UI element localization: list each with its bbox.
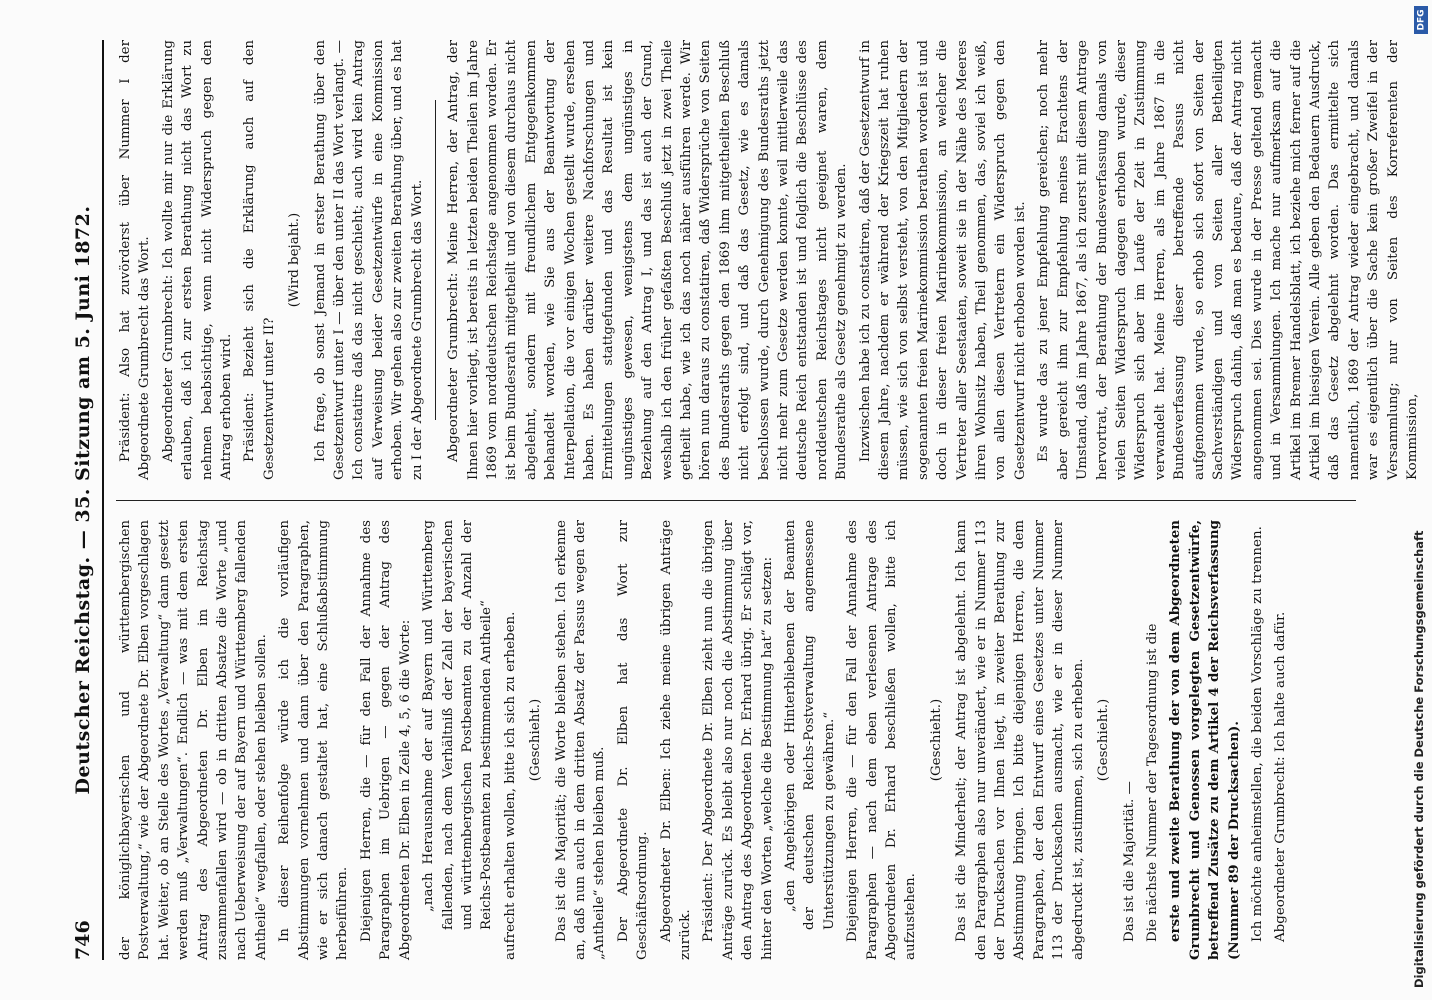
paragraph: Der Abgeordnete Dr. Elben hat das Wort zur Geschäftsordnung. bbox=[615, 520, 651, 960]
paragraph: Das ist die Minderheit; der Antrag ist abgelehnt. Ich kann den Paragraphen also nur unverändert, wie er in Nummer 113 der Drucksachen vor Ihnen liegt, in zweiter Berathung zur Abstimmung bringen. Ich bitte diejenigen Herren, die dem Paragraphen, der den Entwurf eines Gesetzes unter Nummer 113 der Drucksachen ausmacht, wie er in dieser Nummer abgedruckt ist, zustimmen, sich zu erheben. bbox=[954, 520, 1086, 960]
paragraph: der königlichbayerischen und württembergischen Postverwaltung,“ wie der Abgeordnete Dr. Elben vorgeschlagen hat. Weiter, ob an Stelle des Wortes „Verwaltung“ dann gesetzt werden muß „Verwaltungen“. Endlich — was mit dem ersten Antrag des Abgeordneten Dr. Elben im Reichstag zusammenfallen wird — ob in dritten Absatze die Worte „und nach Ueberweisung der auf Bayern und Württemberg fallenden Antheile“ wegfallen, oder stehen bleiben sollen. bbox=[118, 520, 269, 960]
speaker-paragraph: Abgeordneter Grumbrecht: Ich wollte mir nur die Erklärung erlauben, daß ich zur ersten Berathung nicht das Wort zu nehmen beabsichtige, wenn nicht Widerspruch gegen den Antrag erhoben wird. bbox=[160, 40, 235, 480]
paragraph: Ich frage, ob sonst Jemand in erster Berathung über den Gesetzentwurf unter I — über den unter II das Wort verlangt. — Ich constatire daß das nicht geschieht; auch wird kein Antrag auf Verweisung beider Gesetzentwürfe in eine Kommission erhoben. Wir gehen also zur zweiten Berathung über, und es hat zu I der Abgeordnete Grumbrecht das Wort. bbox=[312, 40, 425, 480]
right-column bbox=[116, 40, 1420, 480]
running-header bbox=[66, 40, 102, 960]
stage-direction: (Geschieht.) bbox=[928, 698, 944, 782]
page-number: 746 bbox=[72, 920, 94, 960]
quoted-amendment: „den Angehörigen oder Hinterbliebenen der Beamten der deutschen Reichs-Postverwaltung angemessene Unterstützungen zu gewähren.“ bbox=[783, 520, 837, 930]
speaker-paragraph: Abgeordneter Grumbrecht: Ich halte auch dafür. bbox=[1273, 611, 1289, 942]
header-rule bbox=[102, 40, 104, 960]
dfg-logo-text: DFG bbox=[1416, 9, 1427, 31]
stage-direction: (Geschieht.) bbox=[528, 698, 544, 782]
paragraph: Das ist die Majorität; die Worte bleiben stehen. Ich erkenne an, daß nun auch in dem dritten Absatz der Passus wegen der „Antheile“ stehen bleiben muß. bbox=[553, 520, 608, 960]
speaker-paragraph: Abgeordneter Grumbrecht: Meine Herren, der Antrag, der Ihnen hier vorliegt, ist bereits in letzten beiden Theilen im Jahre 1869 vom norddeutschen Reichstage angenommen worden. Er ist beim Bundesrath mitgetheilt und von diesem durchaus nicht abgelehnt, sondern mit freundlichem Entgegenkommen behandelt worden, wie Sie aus der Beantwortung der Interpellation, die vor einigen Wochen gestellt wurde, ersehen haben. Es haben darüber weitere Nachforschungen und Ermittelungen stattgefunden und das Resultat ist kein ungünstiges gewesen, wenigstens dem ungünstiges in Beziehung auf den Antrag I, und das ist auch der Grund, weshalb ich den früher gefaßten Beschluß jetzt in zwei Theile getheilt habe, wie ich das noch näher ausführen werde. Wir hören nun daraus zu constatiren, daß Widersprüche von Seiten des Bundesraths gegen den 1869 ihm mitgetheilten Beschluß nicht erfolgt sind, und daß das Gesetz, wie es damals beschlossen wurde, durch Genehmigung des Bundesraths jetzt nicht mehr zum Gesetze werden konnte, weil mittlerweile das deutsche Reich entstanden ist und folglich die Beschlüsse des norddeutschen Reichstages nicht geeignet waren, dem Bundesrathe als Gesetz genehmigt zu werden. bbox=[446, 40, 850, 480]
dfg-logo-icon bbox=[1414, 6, 1428, 34]
paragraph: Das ist die Majorität. — bbox=[1121, 781, 1137, 942]
paragraph: Inzwischen habe ich zu constatiren, daß der Gesetzentwurf in diesem Jahre, nachdem er während der Kriegszeit hat ruhen müssen, wie sich von selbst versteht, von den Mitgliedern der sogenannten freien Marinekommission berathen worden ist und doch in dieser freien Marinekommission, an welcher die Vertreter aller Seestaaten, soweit sie in der Nähe des Meeres ihren Wohnsitz haben, Theil genommen, das, soviel ich weiß, von allen diesen Vertretern ein Widerspruch gegen den Gesetzentwurf nicht erhoben worden ist. bbox=[857, 40, 1028, 480]
speaker-paragraph: Präsident: Bezieht sich die Erklärung auch auf den Gesetzentwurf unter II? bbox=[242, 40, 277, 480]
quoted-amendment: „nach Herausnahme der auf Bayern und Württemberg fallenden, nach dem Verhältniß der Zahl der bayerischen und württembergischen Postbeamten zu der Anzahl der Reichs-Postbeamten zu bestimmenden Antheile“ bbox=[421, 520, 495, 930]
speaker-paragraph: Präsident: Also hat zuvörderst über Nummer I der Abgeordnete Grumbrecht das Wort. bbox=[118, 40, 153, 480]
paragraph: Diejenigen Herren, die — für den Fall der Annahme des Paragraphen im Uebrigen — gegen der Antrag des Abgeordneten Dr. Elben in Zeile 4, 5, 6 die Worte: bbox=[358, 520, 413, 960]
section-rule bbox=[435, 100, 436, 420]
column-divider bbox=[116, 500, 1356, 501]
speaker-paragraph: Präsident: Der Abgeordnete Dr. Elben zieht nun die übrigen Anträge zurück. Es bleibt also nur noch die Abstimmung über den Antrag des Abgeordneten Dr. Erhard übrig. Er schlägt vor, hinter den Worten „welche die Bestimmung hat“ zu setzen: bbox=[701, 520, 775, 960]
paragraph: Die nächste Nummer der Tagesordnung ist die bbox=[1144, 623, 1160, 942]
agenda-item: erste und zweite Berathung der von dem Abgeordneten Grumbrecht und Genossen vorgelegten Gesetzentwürfe, betreffend Zusätze zu dem Artikel 4 der Reichsverfassung (Nummer 89 der Drucksachen). bbox=[1167, 520, 1242, 960]
stage-direction: (Wird bejaht.) bbox=[287, 212, 303, 308]
paragraph: Es wurde das zu jener Empfehlung gereichen; noch mehr aber gereicht ihm zur Empfehlung meines Erachtens der Umstand, daß im Jahre 1867, als ich zuerst mit diesem Antrage hervortrat, der Berathung der Bundesverfassung damals von vielen Seiten Widerspruch dagegen erhoben wurde, dieser Widerspruch sich aber im Laufe der Zeit in Zustimmung verwandelt hat. Meine Herren, als im Jahre 1867 in die Bundesverfassung dieser betreffende Passus nicht aufgenommen wurde, so erhob sich sofort von Seiten der Sachverständigen und von Seiten aller Betheiligten Widerspruch dahin, daß man es bedaure, daß der Antrag nicht angenommen sei. Dies wurde in der Presse geltend gemacht und in Versammlungen. Ich mache nur aufmerksam auf die Artikel im Bremer Handelsblatt, ich beziehe mich ferner auf die Artikel im hiesigen Verein. Alle geben den Bedauern Ausdruck, daß das Gesetz abgelehnt worden. Das ermittelte sich namentlich, 1869 der Antrag wieder eingebracht, und damals war es eigentlich über die Sache kein großer Zweifel in der Versammlung; nur von Seiten des Korreferenten der Kommission, bbox=[1036, 40, 1420, 480]
paragraph: aufrecht erhalten wollen, bitte ich sich zu erheben. bbox=[502, 611, 518, 960]
paragraph: Diejenigen Herren, die — für den Fall der Annahme des Paragraphen — nach dem eben verlesenen Antrage des Abgeordneten Dr. Erhard beschließen wollen, bitte ich aufzustehen. bbox=[845, 520, 919, 960]
paragraph: In dieser Reihenfolge würde ich die vorläufigen Abstimmungen vornehmen und dann über den Paragraphen, wie er sich danach gestaltet hat, eine Schlußabstimmung herbeiführen. bbox=[277, 520, 351, 960]
speaker-paragraph: Abgeordneter Dr. Elben: Ich ziehe meine übrigen Anträge zurück. bbox=[658, 520, 693, 960]
stage-direction: (Geschieht.) bbox=[1096, 698, 1112, 782]
watermark-text: Digitalisierung gefördert durch die Deutsche Forschungsgemeinschaft bbox=[1412, 530, 1426, 988]
paragraph: Ich möchte anheimstellen, die beiden Vorschläge zu trennen. bbox=[1249, 526, 1265, 942]
dfg-watermark bbox=[1408, 4, 1430, 994]
left-column bbox=[116, 520, 1356, 960]
page-title: Deutscher Reichstag. — 35. Sitzung am 5. Juni 1872. bbox=[72, 205, 94, 795]
